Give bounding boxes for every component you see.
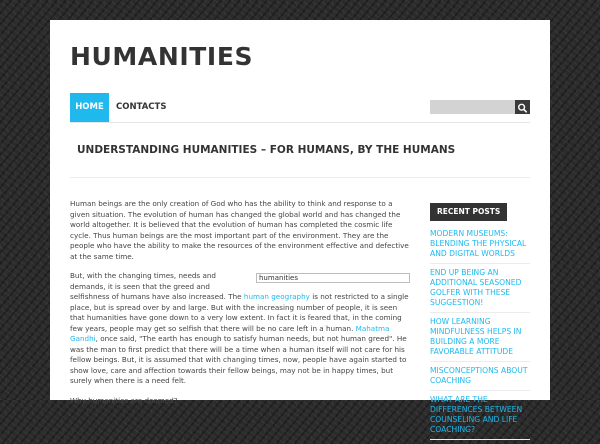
recent-posts-heading: RECENT POSTS xyxy=(430,203,507,221)
site-title[interactable]: HUMANITIES xyxy=(70,42,254,71)
paragraph-text: , once said, "The earth has enough to satisfy human needs, but not human greed". He was the man to first predict that there will be a time when a human itself will not care for his fellow beings. But, it is assumed that with changing times, now, people have again started to show love, care and affection towards their fellow beings, may not be in happy times, but surely when there is a need felt. xyxy=(70,334,407,385)
main-navigation xyxy=(70,93,530,123)
paragraph-text: is not restricted to a single place, but is spread over by and large. But with the increasing number of people, it is seen that humanities have gone down to a very low extent. In fact it is feared that, in the coming few years, people may get so selfish that there will be no care left in a human. xyxy=(70,292,409,333)
article-body xyxy=(70,199,410,406)
page-container xyxy=(50,20,550,434)
nav-item-contacts[interactable]: CONTACTS xyxy=(116,102,167,112)
title-divider xyxy=(70,177,530,178)
article-paragraph: Human beings are the only creation of God who has the ability to think and response to a given situation. The evolution of human has changed the global world and has changed the world altogether. It is believed that the evolution of human has completed the cosmic life cycle. Thus human beings are the most important part of the environment. They are the people who have the ability to make the resources of the environment effective and defective at the same time. xyxy=(70,199,409,261)
article-paragraph xyxy=(70,271,410,387)
search-icon xyxy=(515,101,530,115)
recent-post-link[interactable]: MODERN MUSEUMS: BLENDING THE PHYSICAL AND DIGITAL WORLDS xyxy=(430,229,530,264)
mahatma-gandhi-link[interactable]: Mahatma Gandhi xyxy=(70,323,390,343)
recent-post-link[interactable]: WHAT ARE THE DIFFERENCES BETWEEN COUNSELING AND LIFE COACHING? xyxy=(430,395,530,440)
article-paragraph: Why humanities are doomed? xyxy=(70,395,178,405)
recent-posts-list xyxy=(430,229,530,440)
tag-box: humanities xyxy=(256,273,410,283)
recent-post-link[interactable]: END UP BEING AN ADDITIONAL SEASONED GOLFER WITH THESE SUGGESTION! xyxy=(430,268,530,313)
recent-post-link[interactable]: MISCONCEPTIONS ABOUT COACHING xyxy=(430,366,530,391)
recent-post-link[interactable]: HOW LEARNING MINDFULNESS HELPS IN BUILDING A MORE FAVORABLE ATTITUDE xyxy=(430,317,530,362)
nav-item-home[interactable]: HOME xyxy=(70,93,109,122)
paragraph-text: But, with the changing times, needs and demands, it is seen that the greed and selfishness of humans have also increased. The xyxy=(70,271,244,301)
search-button[interactable] xyxy=(515,100,530,114)
human-geography-link[interactable]: human geography xyxy=(243,292,310,301)
search-input[interactable] xyxy=(430,100,515,114)
sidebar xyxy=(430,199,530,444)
post-title: UNDERSTANDING HUMANITIES – FOR HUMANS, BY THE HUMANS xyxy=(77,144,456,156)
